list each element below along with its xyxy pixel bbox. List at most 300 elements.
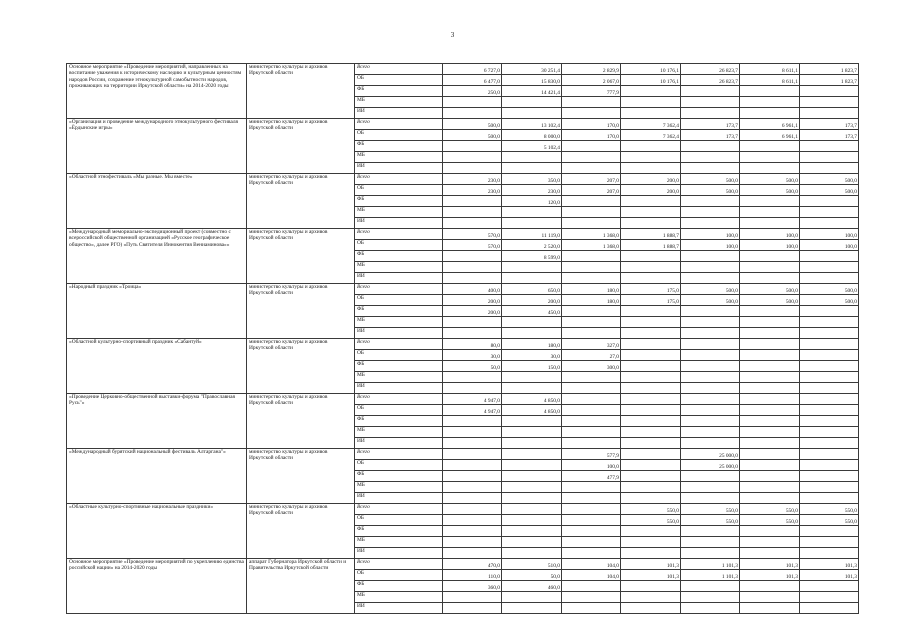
funding-source: ОБ <box>355 350 443 361</box>
amount-cell <box>740 229 800 240</box>
amount-value: 550,0 <box>785 507 798 514</box>
amount-cell <box>562 350 621 361</box>
funding-source: ИИ <box>355 273 443 284</box>
funding-source: Всего <box>355 229 443 240</box>
amount-cell <box>740 471 800 482</box>
amount-value: 5 102,4 <box>543 144 560 151</box>
amount-cell <box>502 273 562 284</box>
amount-cell <box>740 559 800 570</box>
amount-cell <box>800 592 859 603</box>
amount-cell <box>443 218 502 229</box>
amount-cell <box>502 460 562 471</box>
amount-cell <box>800 174 859 185</box>
amount-value: 500,0 <box>844 298 857 305</box>
funding-source: ИИ <box>355 438 443 449</box>
amount-cell <box>800 86 859 97</box>
amount-value: 180,0 <box>606 298 619 305</box>
amount-cell <box>681 482 740 493</box>
amount-cell <box>502 284 562 295</box>
amount-value: 7 362,4 <box>662 133 679 140</box>
amount-cell <box>740 251 800 262</box>
amount-cell <box>562 383 621 394</box>
amount-cell <box>621 493 681 504</box>
amount-value: 200,0 <box>547 298 560 305</box>
amount-cell <box>800 460 859 471</box>
page-number: 3 <box>450 31 455 39</box>
amount-cell <box>562 152 621 163</box>
amount-value: 110,0 <box>488 573 500 580</box>
amount-cell <box>621 273 681 284</box>
amount-cell <box>800 273 859 284</box>
amount-value: 4 850,0 <box>543 397 560 404</box>
amount-cell <box>502 75 562 86</box>
amount-cell <box>621 130 681 141</box>
amount-cell <box>681 163 740 174</box>
amount-cell <box>800 526 859 537</box>
table-row <box>67 559 859 570</box>
amount-value: 6 727,0 <box>483 67 500 74</box>
funding-source: МБ <box>355 97 443 108</box>
amount-cell <box>681 141 740 152</box>
amount-cell <box>681 86 740 97</box>
executor-name: министерство культуры и архивов Иркутской области <box>247 174 355 229</box>
funding-source: ОБ <box>355 570 443 581</box>
amount-cell <box>621 394 681 405</box>
amount-cell <box>740 130 800 141</box>
amount-cell <box>502 350 562 361</box>
amount-value: 173,7 <box>844 133 857 140</box>
table-row <box>67 64 859 75</box>
amount-cell <box>443 427 502 438</box>
funding-source: Всего <box>355 64 443 75</box>
amount-cell <box>502 174 562 185</box>
amount-value: 500,0 <box>785 188 798 195</box>
activity-name: «Областные культурно-спортивные национальные праздники» <box>67 504 247 559</box>
amount-cell <box>740 361 800 372</box>
amount-cell <box>562 361 621 372</box>
amount-cell <box>621 262 681 273</box>
amount-cell <box>443 328 502 339</box>
amount-cell <box>740 394 800 405</box>
activity-name: «Народный праздник «Троица» <box>67 284 247 339</box>
amount-value: 175,0 <box>666 298 679 305</box>
amount-value: 1 888,7 <box>662 232 679 239</box>
amount-cell <box>502 581 562 592</box>
amount-cell <box>621 603 681 614</box>
amount-value: 26 823,7 <box>719 78 738 85</box>
amount-cell <box>621 317 681 328</box>
amount-cell <box>443 438 502 449</box>
amount-value: 500,0 <box>844 287 857 294</box>
funding-source: Всего <box>355 394 443 405</box>
amount-cell <box>800 328 859 339</box>
amount-cell <box>443 174 502 185</box>
amount-value: 180,0 <box>547 342 560 349</box>
amount-value: 30,0 <box>550 353 560 360</box>
amount-cell <box>740 515 800 526</box>
amount-value: 200,0 <box>487 298 500 305</box>
amount-cell <box>681 328 740 339</box>
amount-value: 101,3 <box>844 562 857 569</box>
amount-value: 100,0 <box>725 243 738 250</box>
amount-value: 25 000,0 <box>719 452 738 459</box>
amount-cell <box>443 570 502 581</box>
amount-cell <box>681 471 740 482</box>
amount-value: 230,0 <box>487 177 500 184</box>
amount-cell <box>621 306 681 317</box>
amount-cell <box>562 559 621 570</box>
amount-value: 104,0 <box>606 573 619 580</box>
amount-cell <box>621 229 681 240</box>
amount-cell <box>681 196 740 207</box>
amount-cell <box>562 229 621 240</box>
amount-cell <box>443 460 502 471</box>
amount-cell <box>562 515 621 526</box>
amount-cell <box>502 482 562 493</box>
amount-cell <box>621 97 681 108</box>
funding-source: ИИ <box>355 108 443 119</box>
amount-cell <box>562 405 621 416</box>
funding-source: ФБ <box>355 581 443 592</box>
amount-cell <box>681 295 740 306</box>
amount-cell <box>443 273 502 284</box>
amount-cell <box>740 295 800 306</box>
amount-cell <box>740 427 800 438</box>
amount-cell <box>621 570 681 581</box>
amount-cell <box>800 163 859 174</box>
amount-cell <box>562 570 621 581</box>
amount-cell <box>621 185 681 196</box>
amount-value: 8 599,0 <box>543 254 560 261</box>
amount-value: 577,9 <box>606 452 619 459</box>
amount-cell <box>621 108 681 119</box>
amount-cell <box>502 163 562 174</box>
amount-cell <box>800 449 859 460</box>
amount-cell <box>681 185 740 196</box>
amount-cell <box>740 273 800 284</box>
amount-cell <box>443 119 502 130</box>
amount-cell <box>740 163 800 174</box>
amount-value: 30,0 <box>490 353 500 360</box>
amount-cell <box>443 449 502 460</box>
amount-value: 100,0 <box>725 232 738 239</box>
amount-cell <box>800 603 859 614</box>
amount-cell <box>443 482 502 493</box>
amount-cell <box>443 295 502 306</box>
amount-cell <box>740 284 800 295</box>
amount-value: 460,0 <box>547 584 560 591</box>
table-row <box>67 284 859 295</box>
amount-cell <box>502 394 562 405</box>
amount-cell <box>443 196 502 207</box>
amount-value: 500,0 <box>785 298 798 305</box>
amount-cell <box>562 460 621 471</box>
amount-cell <box>800 196 859 207</box>
amount-cell <box>621 207 681 218</box>
amount-value: 10 176,1 <box>660 78 679 85</box>
amount-cell <box>443 152 502 163</box>
amount-cell <box>443 504 502 515</box>
amount-cell <box>443 526 502 537</box>
amount-cell <box>502 185 562 196</box>
amount-cell <box>800 581 859 592</box>
activity-name: «Организация и проведение международного этнокультурного фестиваля «Ёрдынские игры» <box>67 119 247 174</box>
amount-cell <box>800 438 859 449</box>
amount-cell <box>562 295 621 306</box>
amount-cell <box>502 295 562 306</box>
amount-cell <box>740 152 800 163</box>
amount-cell <box>740 526 800 537</box>
amount-cell <box>681 537 740 548</box>
amount-value: 500,0 <box>725 298 738 305</box>
amount-cell <box>740 185 800 196</box>
amount-cell <box>443 317 502 328</box>
amount-cell <box>740 416 800 427</box>
executor-name: министерство культуры и архивов Иркутской области <box>247 394 355 449</box>
table-row <box>67 339 859 350</box>
executor-name: министерство культуры и архивов Иркутской области <box>247 284 355 339</box>
amount-value: 550,0 <box>666 507 679 514</box>
amount-cell <box>800 207 859 218</box>
funding-source: ОБ <box>355 405 443 416</box>
amount-value: 500,0 <box>725 177 738 184</box>
amount-value: 650,0 <box>547 287 560 294</box>
amount-cell <box>800 350 859 361</box>
amount-cell <box>681 273 740 284</box>
amount-cell <box>740 350 800 361</box>
table-row <box>67 504 859 515</box>
table-row <box>67 449 859 460</box>
amount-value: 150,0 <box>547 364 560 371</box>
amount-cell <box>621 515 681 526</box>
amount-cell <box>443 75 502 86</box>
amount-cell <box>621 416 681 427</box>
amount-cell <box>562 339 621 350</box>
amount-cell <box>740 482 800 493</box>
amount-value: 120,0 <box>547 199 560 206</box>
funding-source: МБ <box>355 537 443 548</box>
amount-cell <box>740 174 800 185</box>
amount-cell <box>800 262 859 273</box>
amount-cell <box>740 372 800 383</box>
funding-source: ИИ <box>355 328 443 339</box>
amount-cell <box>621 86 681 97</box>
amount-value: 175,0 <box>666 287 679 294</box>
activity-name: «Областной культурно-спортивный праздник «Сабантуй» <box>67 339 247 394</box>
amount-value: 500,0 <box>785 177 798 184</box>
amount-cell <box>621 196 681 207</box>
amount-cell <box>443 493 502 504</box>
amount-cell <box>502 504 562 515</box>
funding-source: ОБ <box>355 185 443 196</box>
amount-cell <box>800 515 859 526</box>
amount-cell <box>681 262 740 273</box>
amount-cell <box>562 328 621 339</box>
funding-source: ФБ <box>355 361 443 372</box>
funding-source: МБ <box>355 427 443 438</box>
amount-value: 207,0 <box>606 177 619 184</box>
amount-cell <box>562 416 621 427</box>
amount-cell <box>502 229 562 240</box>
amount-cell <box>800 372 859 383</box>
amount-value: 170,0 <box>606 122 619 129</box>
amount-cell <box>562 218 621 229</box>
funding-source: ФБ <box>355 86 443 97</box>
amount-value: 550,0 <box>785 518 798 525</box>
amount-cell <box>502 416 562 427</box>
amount-cell <box>621 240 681 251</box>
amount-cell <box>740 603 800 614</box>
amount-value: 2 067,0 <box>602 78 619 85</box>
amount-value: 500,0 <box>487 133 500 140</box>
activity-name: «Проведение Церковно-общественной выставки-форума "Православная Русь"» <box>67 394 247 449</box>
amount-cell <box>800 64 859 75</box>
amount-value: 327,0 <box>606 342 619 349</box>
amount-cell <box>502 317 562 328</box>
amount-cell <box>740 218 800 229</box>
funding-source: ОБ <box>355 130 443 141</box>
amount-cell <box>800 537 859 548</box>
amount-cell <box>443 240 502 251</box>
amount-cell <box>681 548 740 559</box>
amount-cell <box>740 504 800 515</box>
amount-cell <box>621 581 681 592</box>
amount-value: 100,0 <box>844 243 857 250</box>
funding-source: ИИ <box>355 493 443 504</box>
amount-cell <box>443 548 502 559</box>
amount-cell <box>740 548 800 559</box>
amount-cell <box>562 163 621 174</box>
amount-cell <box>621 64 681 75</box>
amount-cell <box>800 229 859 240</box>
amount-cell <box>562 141 621 152</box>
funding-source: Всего <box>355 504 443 515</box>
amount-cell <box>502 218 562 229</box>
amount-cell <box>562 438 621 449</box>
amount-cell <box>681 75 740 86</box>
amount-cell <box>740 86 800 97</box>
amount-cell <box>562 64 621 75</box>
amount-cell <box>562 284 621 295</box>
amount-cell <box>562 394 621 405</box>
amount-cell <box>681 130 740 141</box>
funding-source: Всего <box>355 174 443 185</box>
amount-cell <box>621 405 681 416</box>
amount-cell <box>800 108 859 119</box>
amount-cell <box>681 240 740 251</box>
amount-cell <box>443 229 502 240</box>
amount-cell <box>681 592 740 603</box>
amount-cell <box>562 372 621 383</box>
amount-value: 8 611,1 <box>782 78 798 85</box>
amount-value: 200,0 <box>666 188 679 195</box>
amount-cell <box>443 581 502 592</box>
amount-cell <box>502 449 562 460</box>
funding-source: Всего <box>355 559 443 570</box>
amount-cell <box>443 603 502 614</box>
amount-cell <box>621 471 681 482</box>
executor-name: министерство культуры и архивов Иркутской области <box>247 339 355 394</box>
amount-cell <box>621 449 681 460</box>
funding-source: ФБ <box>355 141 443 152</box>
amount-cell <box>621 559 681 570</box>
amount-cell <box>502 548 562 559</box>
amount-cell <box>502 471 562 482</box>
amount-cell <box>800 141 859 152</box>
amount-value: 104,0 <box>606 562 619 569</box>
amount-cell <box>443 108 502 119</box>
amount-cell <box>621 460 681 471</box>
table-row <box>67 394 859 405</box>
funding-source: Всего <box>355 284 443 295</box>
amount-cell <box>800 240 859 251</box>
amount-cell <box>681 493 740 504</box>
amount-cell <box>621 163 681 174</box>
amount-value: 550,0 <box>725 507 738 514</box>
amount-value: 101,3 <box>666 573 679 580</box>
amount-value: 101,3 <box>666 562 679 569</box>
activity-name: «Международный бурятский национальный фестиваль Алтаргана"» <box>67 449 247 504</box>
amount-cell <box>800 119 859 130</box>
amount-value: 100,0 <box>785 232 798 239</box>
amount-cell <box>800 482 859 493</box>
amount-value: 350,0 <box>547 177 560 184</box>
amount-cell <box>562 108 621 119</box>
amount-value: 4 947,0 <box>483 397 500 404</box>
amount-cell <box>562 548 621 559</box>
amount-cell <box>621 372 681 383</box>
amount-cell <box>562 75 621 86</box>
amount-cell <box>443 416 502 427</box>
amount-cell <box>800 339 859 350</box>
amount-cell <box>443 86 502 97</box>
amount-value: 30 251,4 <box>541 67 560 74</box>
funding-source: ФБ <box>355 471 443 482</box>
amount-value: 50,0 <box>490 364 500 371</box>
amount-value: 100,0 <box>785 243 798 250</box>
amount-value: 4 850,0 <box>543 408 560 415</box>
amount-cell <box>443 185 502 196</box>
amount-cell <box>502 240 562 251</box>
amount-cell <box>800 152 859 163</box>
amount-cell <box>443 350 502 361</box>
amount-cell <box>502 119 562 130</box>
amount-cell <box>443 515 502 526</box>
amount-cell <box>681 427 740 438</box>
amount-value: 450,0 <box>547 309 560 316</box>
amount-value: 101,3 <box>844 573 857 580</box>
amount-cell <box>443 284 502 295</box>
amount-cell <box>502 130 562 141</box>
amount-cell <box>502 427 562 438</box>
amount-cell <box>621 526 681 537</box>
table-row <box>67 119 859 130</box>
funding-source: МБ <box>355 372 443 383</box>
amount-cell <box>800 284 859 295</box>
executor-name: министерство культуры и архивов Иркутской области <box>247 119 355 174</box>
amount-cell <box>502 592 562 603</box>
amount-cell <box>681 339 740 350</box>
amount-cell <box>740 64 800 75</box>
amount-cell <box>443 361 502 372</box>
amount-value: 27,0 <box>609 353 619 360</box>
executor-name: аппарат Губернатора Иркутской области и Правительства Иркутской области <box>247 559 355 614</box>
amount-cell <box>681 383 740 394</box>
amount-cell <box>681 559 740 570</box>
amount-cell <box>740 119 800 130</box>
amount-cell <box>681 152 740 163</box>
amount-cell <box>681 229 740 240</box>
